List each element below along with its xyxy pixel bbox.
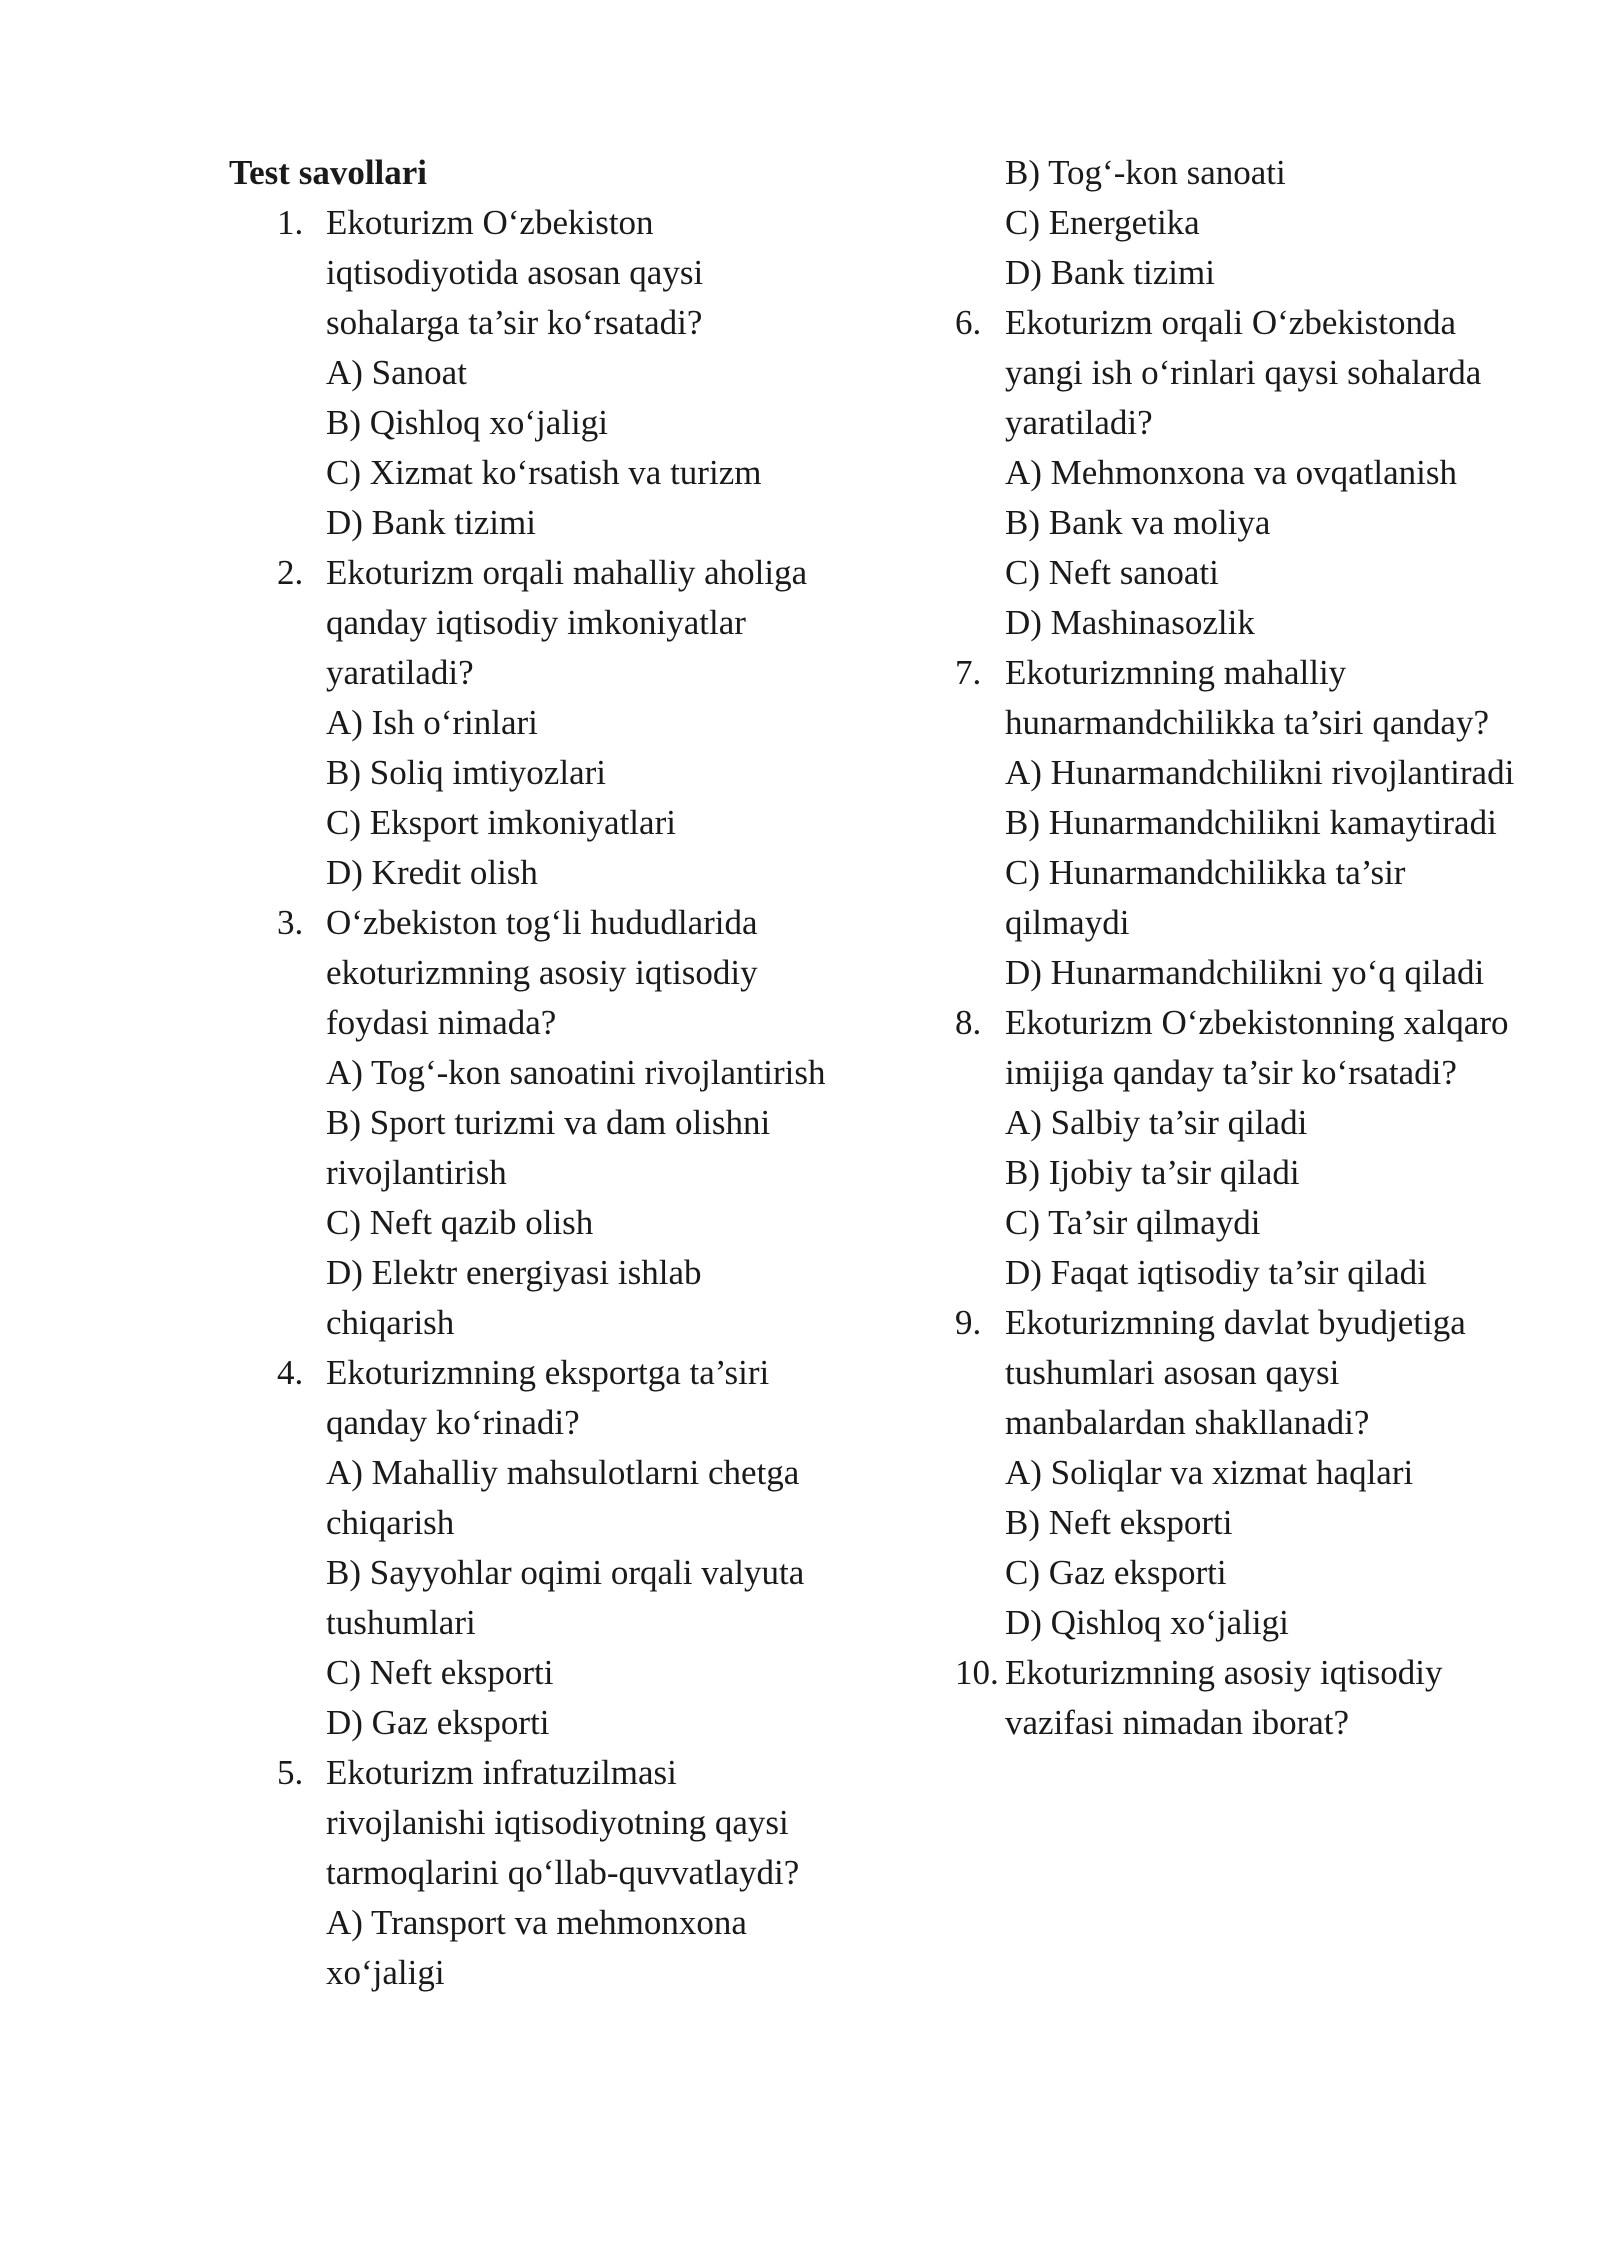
option-c: C) Neft sanoati: [1005, 553, 1219, 592]
question-text: Ekoturizm infratuzilmasi rivojlanishi iqtisodiyotning qaysi tarmoqlarini qo‘llab-quvvatlaydi?: [326, 1753, 800, 1892]
question-3: [229, 898, 829, 1348]
question-number: 9.: [955, 1303, 982, 1342]
option-d: D) Kredit olish: [326, 853, 538, 892]
option-a: A) Salbiy ta’sir qiladi: [1005, 1103, 1308, 1142]
question-7: [955, 648, 1515, 998]
option-d: D) Qishloq xo‘jaligi: [1005, 1603, 1289, 1642]
question-number: 6.: [955, 303, 982, 342]
option-b: B) Soliq imtiyozlari: [326, 753, 606, 792]
option-c: C) Energetika: [1005, 203, 1200, 242]
option-b: B) Neft eksporti: [1005, 1503, 1233, 1542]
question-2: [229, 548, 829, 898]
question-5-continued: [955, 148, 1515, 298]
option-a: A) Ish o‘rinlari: [326, 703, 538, 742]
option-d: D) Faqat iqtisodiy ta’sir qiladi: [1005, 1253, 1427, 1292]
question-number: 1.: [277, 203, 304, 242]
option-b: B) Sayyohlar oqimi orqali valyuta tushumlari: [326, 1553, 805, 1642]
option-c: C) Neft qazib olish: [326, 1203, 594, 1242]
option-d: D) Mashinasozlik: [1005, 603, 1255, 642]
option-d: D) Bank tizimi: [326, 503, 536, 542]
question-text: O‘zbekiston tog‘li hududlarida ekoturizmning asosiy iqtisodiy foydasi nimada?: [326, 903, 758, 1042]
option-a: A) Transport va mehmonxona xo‘jaligi: [326, 1903, 747, 1992]
question-9: [955, 1298, 1515, 1648]
question-text: Ekoturizm O‘zbekiston iqtisodiyotida asosan qaysi sohalarga ta’sir ko‘rsatadi?: [326, 203, 704, 342]
question-number: 4.: [277, 1353, 304, 1392]
option-b: B) Hunarmandchilikni kamaytiradi: [1005, 803, 1497, 842]
option-a: A) Soliqlar va xizmat haqlari: [1005, 1453, 1414, 1492]
option-b: B) Tog‘-kon sanoati: [1005, 153, 1286, 192]
question-text: Ekoturizmning mahalliy hunarmandchilikka ta’siri qanday?: [1005, 653, 1490, 742]
option-b: B) Bank va moliya: [1005, 503, 1271, 542]
option-a: A) Tog‘-kon sanoatini rivojlantirish: [326, 1053, 826, 1092]
question-8: [955, 998, 1515, 1298]
right-column: [955, 148, 1515, 1748]
question-text: Ekoturizmning eksportga ta’siri qanday ko‘rinadi?: [326, 1353, 770, 1442]
option-c: C) Neft eksporti: [326, 1653, 554, 1692]
question-number: 5.: [277, 1753, 304, 1792]
question-number: 8.: [955, 1003, 982, 1042]
question-number: 3.: [277, 903, 304, 942]
option-a: A) Mehmonxona va ovqatlanish: [1005, 453, 1457, 492]
document-title: Test savollari: [229, 153, 428, 192]
option-d: D) Hunarmandchilikni yo‘q qiladi: [1005, 953, 1485, 992]
option-c: C) Eksport imkoniyatlari: [326, 803, 676, 842]
question-6: [955, 298, 1515, 648]
option-d: D) Bank tizimi: [1005, 253, 1215, 292]
question-4: [229, 1348, 829, 1748]
question-10: [955, 1648, 1515, 1748]
option-c: C) Hunarmandchilikka ta’sir qilmaydi: [1005, 853, 1406, 942]
option-d: D) Elektr energiyasi ishlab chiqarish: [326, 1253, 702, 1342]
question-text: Ekoturizmning davlat byudjetiga tushumlari asosan qaysi manbalardan shakllanadi?: [1005, 1303, 1466, 1442]
option-d: D) Gaz eksporti: [326, 1703, 550, 1742]
question-number: 2.: [277, 553, 304, 592]
option-a: A) Mahalliy mahsulotlarni chetga chiqarish: [326, 1453, 800, 1542]
option-b: B) Sport turizmi va dam olishni rivojlantirish: [326, 1103, 771, 1192]
option-c: C) Ta’sir qilmaydi: [1005, 1203, 1261, 1242]
option-c: C) Gaz eksporti: [1005, 1553, 1227, 1592]
question-1: [229, 198, 829, 548]
question-5: [229, 1748, 829, 1998]
option-c: C) Xizmat ko‘rsatish va turizm: [326, 453, 762, 492]
option-b: B) Qishloq xo‘jaligi: [326, 403, 608, 442]
left-column: [229, 148, 829, 1998]
question-text: Ekoturizm O‘zbekistonning xalqaro imijiga qanday ta’sir ko‘rsatadi?: [1005, 1003, 1509, 1092]
question-text: Ekoturizm orqali mahalliy aholiga qanday iqtisodiy imkoniyatlar yaratiladi?: [326, 553, 808, 692]
question-text: Ekoturizm orqali O‘zbekistonda yangi ish o‘rinlari qaysi sohalarda yaratiladi?: [1005, 303, 1482, 442]
option-b: B) Ijobiy ta’sir qiladi: [1005, 1153, 1300, 1192]
option-a: A) Hunarmandchilikni rivojlantiradi: [1005, 753, 1515, 792]
question-number: 7.: [955, 653, 982, 692]
option-a: A) Sanoat: [326, 353, 467, 392]
question-text: Ekoturizmning asosiy iqtisodiy vazifasi nimadan iborat?: [1005, 1653, 1443, 1742]
question-number: 10.: [955, 1653, 999, 1692]
